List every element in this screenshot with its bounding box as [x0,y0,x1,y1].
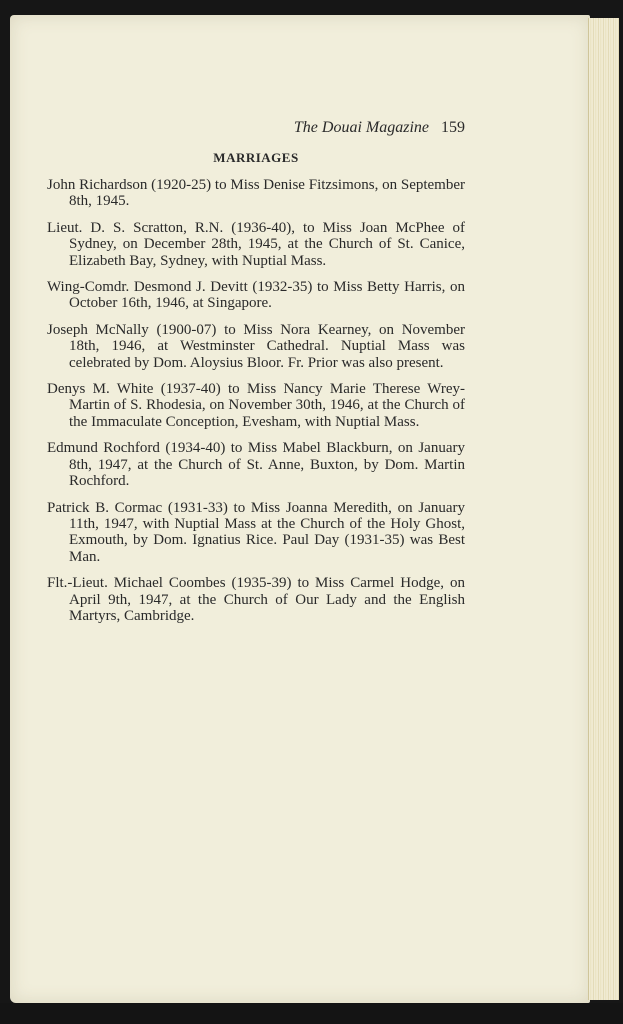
running-head [47,118,465,138]
magazine-title: The Douai Magazine [293,119,429,136]
marriage-entry: Lieut. D. S. Scratton, R.N. (1936-40), to Miss Joan McPhee of Sydney, on December 28th, 1945, at the Church of St. Canice, Elizabeth Bay, Sydney, with Nuptial Mass. [47,219,465,269]
scan-bottom-edge [0,1003,623,1024]
page-text-block [47,118,465,634]
marriage-entry: Joseph McNally (1900-07) to Miss Nora Kearney, on November 18th, 1946, at Westminster Cathedral. Nuptial Mass was celebrated by Dom. Aloysius Bloor. Fr. Prior was also present. [47,321,465,371]
marriage-entry: Wing-Comdr. Desmond J. Devitt (1932-35) to Miss Betty Harris, on October 16th, 1946, at Singapore. [47,279,465,312]
book-page-edges [588,18,619,1000]
section-title: MARRIAGES [213,150,299,165]
page-number: 159 [441,119,465,136]
marriage-entry: John Richardson (1920-25) to Miss Denise Fitzsimons, on September 8th, 1945. [47,177,465,210]
marriage-entry: Flt.-Lieut. Michael Coombes (1935-39) to Miss Carmel Hodge, on April 9th, 1947, at the Church of Our Lady and the English Martyrs, Cambridge. [47,575,465,624]
marriage-entry: Edmund Rochford (1934-40) to Miss Mabel Blackburn, on January 8th, 1947, at the Church of St. Anne, Buxton, by Dom. Martin Rochford. [47,440,465,490]
marriage-entry: Patrick B. Cormac (1931-33) to Miss Joanna Meredith, on January 11th, 1947, with Nuptial Mass at the Church of the Holy Ghost, Exmouth, by Dom. Ignatius Rice. Paul Day (1931-35) was Best Man. [47,499,465,565]
marriage-entry: Denys M. White (1937-40) to Miss Nancy Marie Therese Wrey-Martin of S. Rhodesia, on November 30th, 1946, at the Church of the Immaculate Conception, Evesham, with Nuptial Mass. [47,381,465,430]
